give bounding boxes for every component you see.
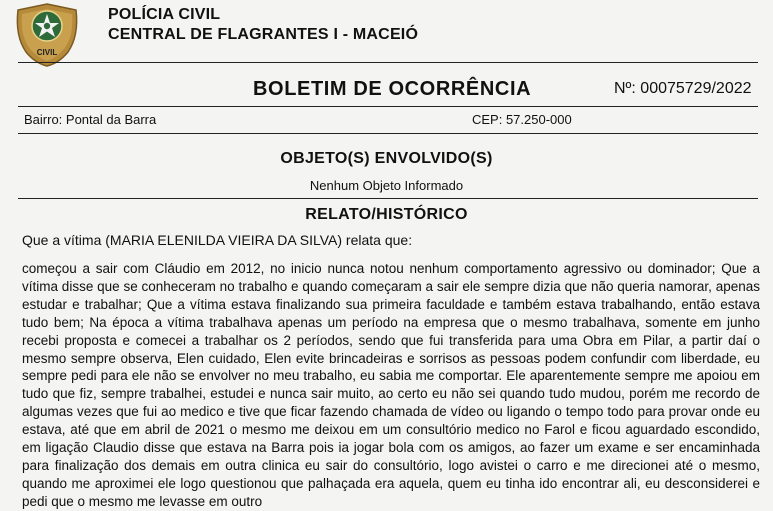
objects-section-title: OBJETO(S) ENVOLVIDO(S) [280, 150, 493, 167]
divider [18, 133, 758, 134]
cep-field: CEP: 57.250-000 [472, 112, 572, 127]
divider [18, 106, 758, 107]
divider [18, 198, 758, 199]
objects-value: Nenhum Objeto Informado [309, 178, 464, 193]
document-title: BOLETIM DE OCORRÊNCIA [253, 78, 532, 100]
report-narrative: começou a sair com Cláudio em 2012, no inicio nunca notou nenhum comportamento agressivo ou dominador; Que a vítima disse que se conheceram no trabalho e quando começaram a sair ele sempre dizia que não queria namorar, apenas estudar e trabalhar; Que a vítima estava finalizando sua primeira faculdade e também estava trabalhando, então estava tudo bem; Na época a vítima trabalhava apenas um período na empresa que o mesmo trabalhava, somente em junho recebi proposta e comecei a trabalhar os 2 períodos, sendo que fui transferida para uma Obra em Pilar, a partir daí o mesmo sempre observa, Elen cuidado, Elen evite brincadeiras e sorrisos as pessoas podem confundir com liberdade, eu sempre pedi para ele não se envolver no meu trabalho, eu sabia me comportar. Ele aparentemente sempre me apoiou em tudo que fiz, sempre trabalhei, estudei e nunca sair muito, ao certo eu não sei quando tudo mudou, porém me recordo de algumas vezes que fui ao medico e tive que ficar fazendo chamada de vídeo ou ligando o tempo todo para provar onde eu estava, até que em abril de 2021 o mesmo me deixou em um consultório medico no Farol e ficou aguardado escondido, em ligação Claudio disse que estava na Barra pois ia jogar bola com os amigos, ao fazer um exame e ser encaminhada para finalização dos demais em outra clinica eu sair do consultório, logo avistei o carro e me direcionei até o mesmo, quando me aproximei ele logo questionou que palhaçada era aquela, quem eu tinha ido encontrar ali, eu desconsiderei e pedi que o mesmo me levasse em outro [22, 261, 760, 509]
report-section-title: RELATO/HISTÓRICO [305, 206, 468, 223]
bairro-field: Bairro: Pontal da Barra [24, 112, 157, 127]
agency-header [108, 5, 418, 45]
report-intro: Que a vítima (MARIA ELENILDA VIEIRA DA SILVA) relata que: [22, 232, 413, 248]
police-badge-icon [12, 2, 82, 68]
badge-label: CIVIL [36, 48, 58, 57]
agency-name: POLÍCIA CIVIL [108, 6, 221, 23]
divider [18, 62, 758, 63]
agency-unit: CENTRAL DE FLAGRANTES I - MACEIÓ [108, 26, 419, 43]
document-number: Nº: 00075729/2022 [614, 80, 752, 97]
